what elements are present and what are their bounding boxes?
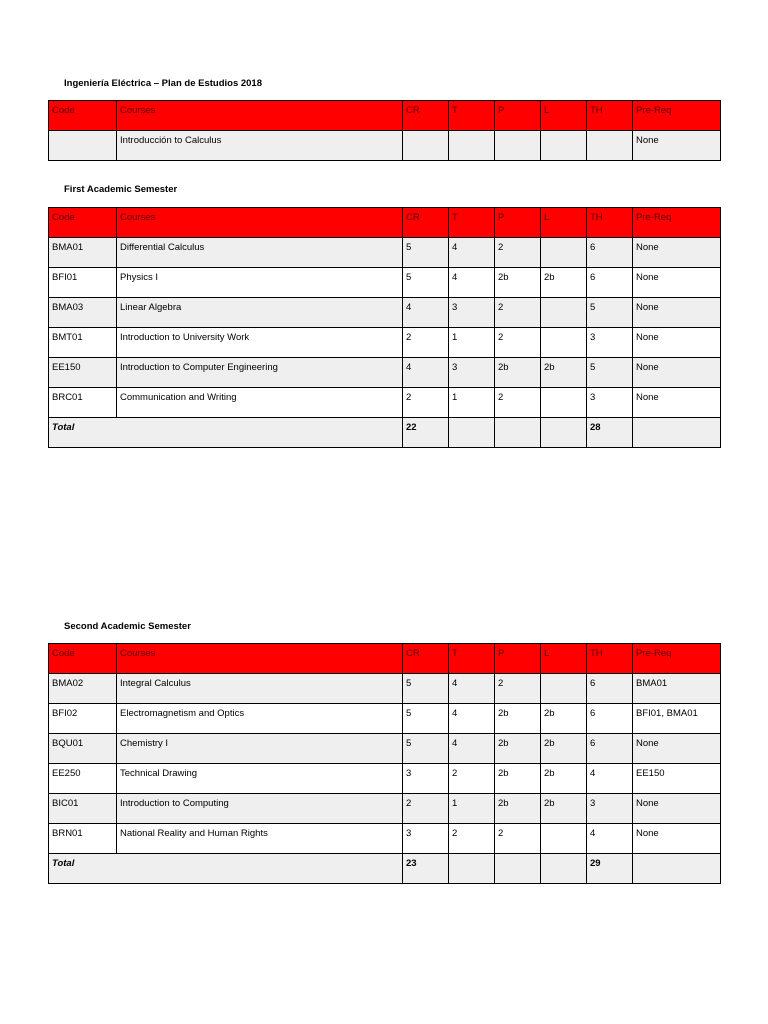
cell-l (541, 328, 587, 358)
cell-course: Electromagnetism and Optics (117, 704, 403, 734)
cell-t: 1 (449, 794, 495, 824)
cell-p (495, 131, 541, 161)
cell-code: BRC01 (49, 388, 117, 418)
table-header-row (49, 208, 721, 238)
cell-t: 2 (449, 764, 495, 794)
cell-l (541, 674, 587, 704)
cell-course: Introducción to Calculus (117, 131, 403, 161)
column-header-th: TH (587, 644, 633, 674)
total-label: Total (49, 854, 403, 884)
column-header-course: Courses (117, 208, 403, 238)
cell-l (541, 298, 587, 328)
cell-t: 1 (449, 388, 495, 418)
cell-p: 2 (495, 238, 541, 268)
cell-course: Linear Algebra (117, 298, 403, 328)
table-header-row (49, 101, 721, 131)
cell-t: 3 (449, 358, 495, 388)
cell-course: National Reality and Human Rights (117, 824, 403, 854)
cell-t: 4 (449, 734, 495, 764)
cell-l (541, 131, 587, 161)
column-header-code: Code (49, 101, 117, 131)
cell-code: BFI02 (49, 704, 117, 734)
cell-course: Introduction to University Work (117, 328, 403, 358)
cell-prereq: None (633, 238, 721, 268)
column-header-l: L (541, 208, 587, 238)
cell-th: 4 (587, 764, 633, 794)
total-cell-t (449, 854, 495, 884)
first-semester-title: First Academic Semester (64, 184, 178, 195)
cell-t: 4 (449, 704, 495, 734)
column-header-p: P (495, 101, 541, 131)
cell-th: 5 (587, 358, 633, 388)
cell-code: BMA01 (49, 238, 117, 268)
cell-code: BRN01 (49, 824, 117, 854)
total-cell-l (541, 854, 587, 884)
cell-code: EE250 (49, 764, 117, 794)
column-header-t: T (449, 644, 495, 674)
cell-p: 2 (495, 674, 541, 704)
cell-course: Introduction to Computer Engineering (117, 358, 403, 388)
total-row (49, 418, 721, 448)
cell-course: Physics I (117, 268, 403, 298)
column-header-prereq: Pre-Req (633, 644, 721, 674)
cell-cr: 3 (403, 824, 449, 854)
cell-cr: 2 (403, 328, 449, 358)
second-semester-title: Second Academic Semester (64, 621, 191, 632)
cell-code: BIC01 (49, 794, 117, 824)
cell-p: 2b (495, 764, 541, 794)
total-cell-th: 28 (587, 418, 633, 448)
table-row (49, 674, 721, 704)
cell-p: 2 (495, 824, 541, 854)
cell-prereq: None (633, 824, 721, 854)
table-row (49, 298, 721, 328)
cell-th: 6 (587, 734, 633, 764)
cell-cr: 2 (403, 388, 449, 418)
cell-t: 4 (449, 238, 495, 268)
cell-th: 3 (587, 794, 633, 824)
first-semester-table (48, 207, 721, 448)
cell-course: Technical Drawing (117, 764, 403, 794)
column-header-cr: CR (403, 208, 449, 238)
cell-prereq: EE150 (633, 764, 721, 794)
table-row (49, 824, 721, 854)
cell-course: Introduction to Computing (117, 794, 403, 824)
total-cell-th: 29 (587, 854, 633, 884)
table-header-row (49, 644, 721, 674)
cell-course: Chemistry I (117, 734, 403, 764)
cell-code: BMT01 (49, 328, 117, 358)
plan-header-table (48, 100, 721, 161)
cell-p: 2 (495, 328, 541, 358)
cell-cr: 5 (403, 268, 449, 298)
cell-prereq: None (633, 298, 721, 328)
column-header-cr: CR (403, 101, 449, 131)
cell-t: 2 (449, 824, 495, 854)
total-cell-cr: 22 (403, 418, 449, 448)
cell-t: 3 (449, 298, 495, 328)
cell-l: 2b (541, 764, 587, 794)
cell-prereq: None (633, 328, 721, 358)
cell-course: Communication and Writing (117, 388, 403, 418)
cell-cr: 5 (403, 674, 449, 704)
second-semester-table (48, 643, 721, 884)
cell-th: 5 (587, 298, 633, 328)
cell-l: 2b (541, 268, 587, 298)
cell-l (541, 238, 587, 268)
column-header-l: L (541, 644, 587, 674)
table-row (49, 238, 721, 268)
cell-code: BQU01 (49, 734, 117, 764)
column-header-th: TH (587, 101, 633, 131)
cell-cr: 4 (403, 358, 449, 388)
column-header-th: TH (587, 208, 633, 238)
table-row (49, 268, 721, 298)
cell-th (587, 131, 633, 161)
table-row (49, 131, 721, 161)
cell-l (541, 824, 587, 854)
cell-code: BMA03 (49, 298, 117, 328)
column-header-t: T (449, 101, 495, 131)
cell-p: 2 (495, 388, 541, 418)
total-cell-l (541, 418, 587, 448)
total-cell-t (449, 418, 495, 448)
column-header-p: P (495, 644, 541, 674)
cell-p: 2b (495, 268, 541, 298)
cell-l: 2b (541, 734, 587, 764)
table-row (49, 704, 721, 734)
table-row (49, 388, 721, 418)
cell-code: EE150 (49, 358, 117, 388)
column-header-course: Courses (117, 644, 403, 674)
cell-prereq: None (633, 388, 721, 418)
table-row (49, 794, 721, 824)
cell-cr: 4 (403, 298, 449, 328)
total-cell-p (495, 854, 541, 884)
column-header-t: T (449, 208, 495, 238)
total-row (49, 854, 721, 884)
cell-th: 6 (587, 238, 633, 268)
cell-prereq: None (633, 131, 721, 161)
cell-prereq: None (633, 734, 721, 764)
cell-p: 2 (495, 298, 541, 328)
cell-prereq: None (633, 794, 721, 824)
cell-code: BFI01 (49, 268, 117, 298)
cell-t: 1 (449, 328, 495, 358)
cell-t: 4 (449, 674, 495, 704)
cell-p: 2b (495, 358, 541, 388)
table-row (49, 734, 721, 764)
cell-l: 2b (541, 794, 587, 824)
cell-th: 3 (587, 328, 633, 358)
cell-cr: 5 (403, 238, 449, 268)
column-header-course: Courses (117, 101, 403, 131)
column-header-l: L (541, 101, 587, 131)
table-row (49, 358, 721, 388)
cell-th: 4 (587, 824, 633, 854)
total-cell-p (495, 418, 541, 448)
cell-p: 2b (495, 704, 541, 734)
cell-p: 2b (495, 734, 541, 764)
cell-th: 6 (587, 704, 633, 734)
total-label: Total (49, 418, 403, 448)
cell-cr: 5 (403, 734, 449, 764)
cell-code (49, 131, 117, 161)
cell-course: Differential Calculus (117, 238, 403, 268)
cell-course: Integral Calculus (117, 674, 403, 704)
cell-th: 6 (587, 268, 633, 298)
cell-prereq: None (633, 268, 721, 298)
total-cell-cr: 23 (403, 854, 449, 884)
column-header-prereq: Pre-Req (633, 208, 721, 238)
column-header-code: Code (49, 208, 117, 238)
cell-th: 6 (587, 674, 633, 704)
column-header-p: P (495, 208, 541, 238)
cell-cr: 5 (403, 704, 449, 734)
cell-l (541, 388, 587, 418)
cell-p: 2b (495, 794, 541, 824)
cell-prereq: None (633, 358, 721, 388)
table-row (49, 328, 721, 358)
cell-code: BMA02 (49, 674, 117, 704)
total-cell-prereq (633, 854, 721, 884)
cell-prereq: BMA01 (633, 674, 721, 704)
total-cell-prereq (633, 418, 721, 448)
cell-l: 2b (541, 358, 587, 388)
column-header-code: Code (49, 644, 117, 674)
cell-l: 2b (541, 704, 587, 734)
cell-cr: 3 (403, 764, 449, 794)
column-header-prereq: Pre-Req (633, 101, 721, 131)
column-header-cr: CR (403, 644, 449, 674)
cell-t: 4 (449, 268, 495, 298)
plan-title: Ingeniería Eléctrica – Plan de Estudios 2018 (64, 78, 263, 89)
table-row (49, 764, 721, 794)
cell-cr (403, 131, 449, 161)
cell-t (449, 131, 495, 161)
cell-cr: 2 (403, 794, 449, 824)
cell-th: 3 (587, 388, 633, 418)
cell-prereq: BFI01, BMA01 (633, 704, 721, 734)
